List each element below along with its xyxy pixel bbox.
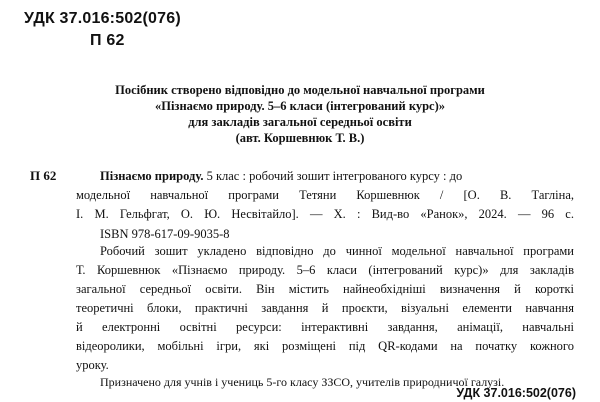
annotation-line: й електронні освітні ресурси: інтерактивні завдання, анімації, навчальні [76,320,574,334]
entry-desc-line: модельної навчальної програми Тетяни Коршевнюк / [О. В. Таглiна, [76,188,574,202]
udk-code: УДК 37.016:502(076) [24,10,181,27]
entry-first-line [100,168,574,184]
annotation-line: загальної середньої освіти. Він містить найнеобхідніші визначення й короткі [76,282,574,296]
bbk-code: П 62 [90,32,125,49]
annotation-line: теоретичні блоки, практичні завдання й проєкти, візуальні елементи навчання [76,301,574,315]
note-line: для закладів загальної середньої освіти [188,115,412,129]
program-note [70,82,530,146]
note-line: Посібник створено відповідно до модельної навчальної програми [115,83,485,97]
note-line: (авт. Коршевнюк Т. В.) [235,131,365,145]
annotation-line: уроку. [76,358,109,372]
purpose-note: Призначено для учнів і учениць 5-го класу ЗЗСО, учителів природничої галузі. [100,375,505,389]
annotation-line: відеоролики, мобільні ігри, які розміщені під QR-кодами на початку кожного [76,339,574,353]
annotation-line: Т. Коршевнюк «Пізнаємо природу. 5–6 класи (інтегрований курс)» для закладів [76,263,574,277]
entry-desc-line: І. М. Гельфгат, О. Ю. Несвітайло]. — Х. : Вид-во «Ранок», 2024. — 96 с. [76,207,574,221]
note-line: «Пізнаємо природу. 5–6 класи (інтегрований курс)» [154,99,446,113]
entry-title: Пізнаємо природу. [100,169,204,183]
entry-desc-line: 5 клас : робочий зошит інтегрованого курсу : до [203,169,463,183]
footer-udk: УДК 37.016:502(076) [456,386,576,400]
entry-code: П 62 [30,168,57,183]
annotation-line: Робочий зошит укладено відповідно до чинної модельної навчальної програми [100,244,574,258]
isbn: ISBN 978-617-09-9035-8 [100,227,230,241]
